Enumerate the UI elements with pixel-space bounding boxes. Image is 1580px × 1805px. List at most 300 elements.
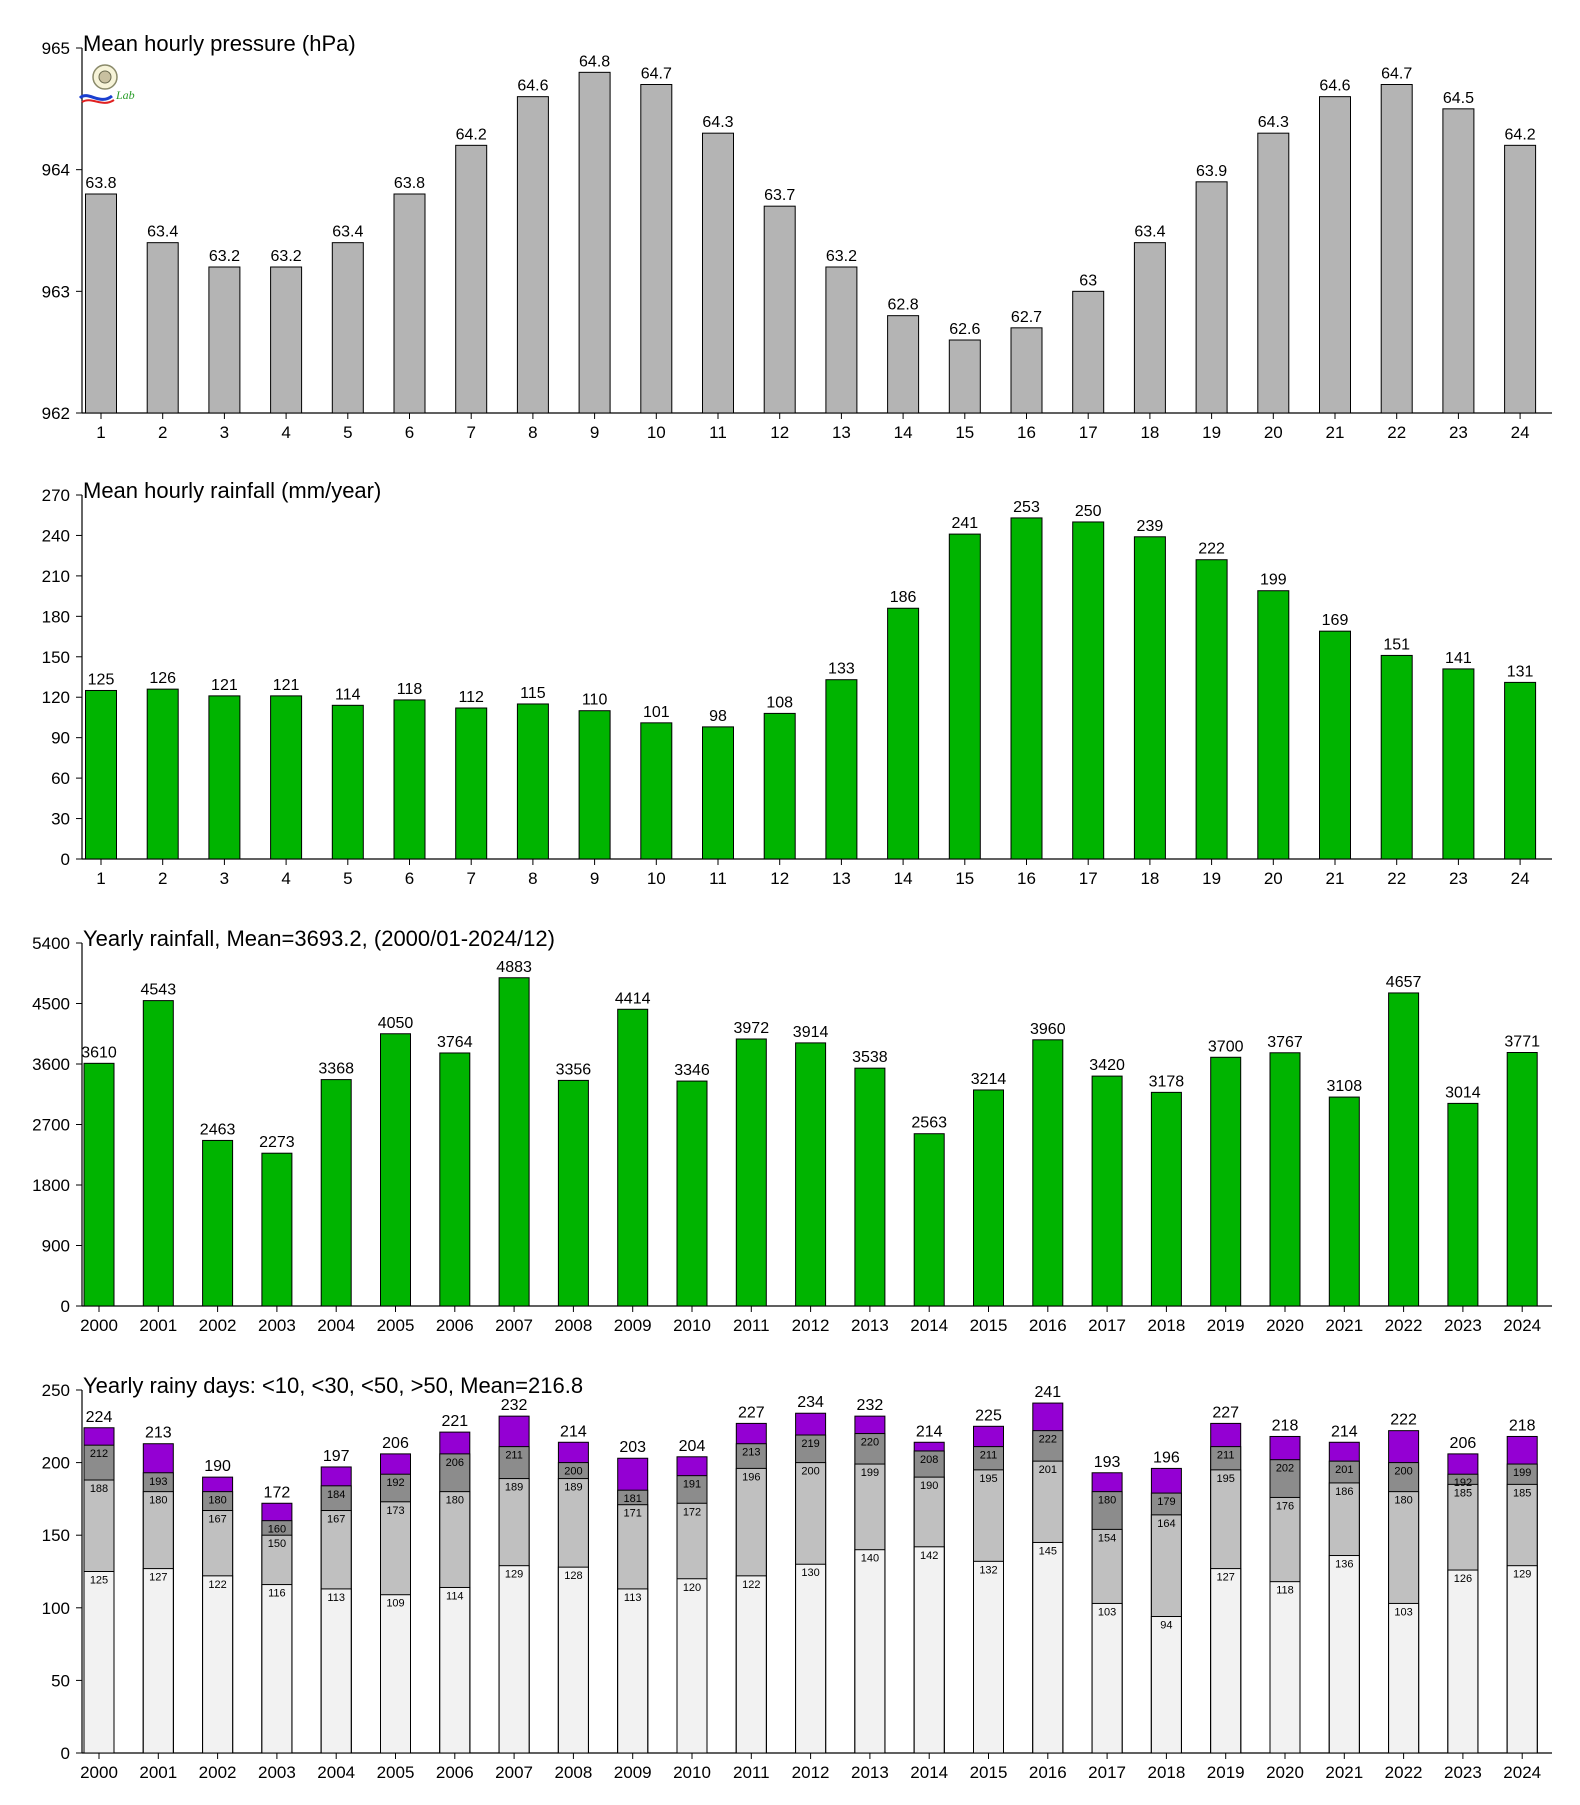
x-tick-label: 8 <box>528 869 538 888</box>
segment-label: 200 <box>1394 1465 1413 1478</box>
segment-label: 113 <box>327 1591 345 1604</box>
data-label: 63.8 <box>393 175 426 192</box>
data-label: 206 <box>382 1434 409 1452</box>
data-label: 3610 <box>81 1044 117 1062</box>
segment-label: 180 <box>445 1494 464 1507</box>
x-tick-label: 9 <box>589 869 600 888</box>
data-label: 62.6 <box>949 321 981 338</box>
segment-label: 154 <box>1097 1532 1117 1545</box>
data-label: 64.7 <box>640 65 672 83</box>
data-label: 199 <box>1259 571 1287 589</box>
segment-label: 201 <box>1335 1464 1354 1477</box>
segment-label: 127 <box>1216 1571 1235 1584</box>
segment-label: 176 <box>1275 1500 1295 1513</box>
bar <box>949 340 980 413</box>
bar <box>888 316 919 413</box>
data-label: 3960 <box>1030 1020 1066 1038</box>
bar-segment <box>914 1547 944 1753</box>
bar <box>826 267 857 413</box>
bar <box>736 1039 766 1306</box>
segment-label: 130 <box>801 1567 820 1580</box>
data-label: 64.2 <box>1504 126 1536 144</box>
data-label: 218 <box>1271 1417 1299 1435</box>
data-label: 218 <box>1508 1417 1536 1435</box>
data-label: 98 <box>709 707 727 725</box>
bar-segment <box>1270 1582 1300 1753</box>
x-tick-label: 2019 <box>1206 1763 1245 1782</box>
x-tick-label: 2011 <box>733 1316 770 1335</box>
data-label: 234 <box>797 1394 824 1412</box>
data-label: 224 <box>85 1408 113 1426</box>
x-tick-label: 3 <box>219 423 230 442</box>
x-tick-label: 17 <box>1078 423 1098 442</box>
x-tick-label: 2002 <box>198 1763 237 1782</box>
chart-panel-pressure <box>42 31 1552 442</box>
x-tick-label: 17 <box>1078 869 1098 888</box>
x-tick-label: 11 <box>709 869 727 888</box>
x-tick-label: 2009 <box>613 1763 652 1782</box>
bar <box>1196 182 1227 413</box>
x-tick-label: 19 <box>1202 423 1222 442</box>
x-tick-label: 2013 <box>850 1316 889 1335</box>
data-label: 206 <box>1449 1434 1477 1452</box>
segment-label: 186 <box>1335 1485 1354 1498</box>
bar <box>86 690 117 859</box>
data-label: 227 <box>737 1404 765 1422</box>
bar <box>203 1140 233 1306</box>
bar <box>579 72 610 413</box>
segment-label: 173 <box>386 1504 405 1517</box>
segment-label: 128 <box>564 1570 583 1583</box>
bar-segment <box>855 1550 885 1753</box>
bar <box>394 700 425 859</box>
segment-label: 220 <box>860 1436 880 1449</box>
x-tick-label: 11 <box>709 423 727 442</box>
x-tick-label: 2000 <box>80 1763 118 1782</box>
segment-label: 122 <box>742 1578 761 1591</box>
y-tick-label: 1800 <box>32 1176 70 1195</box>
bar <box>1270 1053 1300 1306</box>
segment-label: 132 <box>979 1564 998 1577</box>
x-tick-label: 2017 <box>1088 1316 1127 1335</box>
data-label: 221 <box>441 1413 469 1431</box>
bar <box>1073 291 1104 413</box>
segment-label: 219 <box>801 1438 820 1451</box>
data-label: 63.2 <box>208 248 240 265</box>
bar <box>86 194 117 413</box>
data-label: 3771 <box>1504 1033 1540 1051</box>
bar <box>517 704 548 859</box>
data-label: 64.6 <box>517 77 549 95</box>
x-tick-label: 2019 <box>1206 1316 1245 1335</box>
data-label: 64.6 <box>1319 77 1351 95</box>
y-tick-label: 210 <box>41 566 70 586</box>
data-label: 239 <box>1136 517 1164 535</box>
data-label: 3700 <box>1207 1038 1244 1056</box>
y-tick-label: 3600 <box>32 1055 70 1074</box>
segment-label: 145 <box>1038 1545 1057 1558</box>
bar-segment <box>1092 1603 1122 1753</box>
segment-label: 212 <box>89 1448 109 1461</box>
x-tick-label: 2015 <box>969 1763 1008 1782</box>
segment-label: 199 <box>1513 1467 1532 1480</box>
bar <box>440 1053 470 1306</box>
data-label: 3014 <box>1445 1084 1481 1102</box>
x-tick-label: 2018 <box>1147 1316 1186 1335</box>
x-tick-label: 2009 <box>613 1316 652 1335</box>
segment-label: 200 <box>564 1465 583 1478</box>
y-tick-label: 60 <box>51 769 70 789</box>
x-tick-label: 2021 <box>1325 1316 1364 1335</box>
data-label: 125 <box>87 671 115 689</box>
segment-label: 185 <box>1453 1487 1473 1500</box>
x-tick-label: 7 <box>466 869 476 888</box>
x-tick-label: 22 <box>1387 869 1407 888</box>
y-tick-label: 0 <box>60 1744 70 1763</box>
y-tick-label: 4500 <box>32 994 70 1014</box>
segment-label: 208 <box>920 1453 939 1466</box>
bar <box>949 534 980 859</box>
data-label: 4543 <box>140 981 177 999</box>
data-label: 169 <box>1321 612 1349 630</box>
x-tick-label: 2014 <box>910 1316 949 1335</box>
data-label: 232 <box>500 1397 528 1415</box>
y-tick-label: 240 <box>41 526 70 546</box>
x-tick-label: 2011 <box>733 1763 770 1782</box>
bar <box>1196 560 1227 859</box>
segment-label: 206 <box>445 1456 464 1469</box>
data-label: 3356 <box>555 1061 592 1079</box>
data-label: 241 <box>1034 1384 1062 1402</box>
bar <box>914 1134 944 1306</box>
data-label: 115 <box>520 684 546 702</box>
segment-label: 202 <box>1275 1462 1295 1475</box>
segment-label: 129 <box>504 1568 524 1581</box>
segment-label: 164 <box>1157 1517 1176 1530</box>
bar <box>796 1043 826 1306</box>
data-label: 3178 <box>1148 1073 1185 1091</box>
segment-label: 136 <box>1335 1558 1354 1571</box>
data-label: 2563 <box>911 1114 947 1132</box>
x-tick-label: 2 <box>157 869 168 888</box>
data-label: 190 <box>204 1458 231 1476</box>
x-tick-label: 2024 <box>1503 1763 1542 1782</box>
y-tick-label: 180 <box>41 607 70 627</box>
chart-panel-yearly_rain <box>32 926 1552 1335</box>
x-tick-label: 2020 <box>1266 1763 1304 1782</box>
data-label: 193 <box>1093 1453 1121 1471</box>
x-tick-label: 2022 <box>1384 1763 1423 1782</box>
x-tick-label: 16 <box>1017 423 1036 442</box>
data-label: 3914 <box>792 1023 829 1041</box>
x-tick-label: 2003 <box>257 1316 296 1335</box>
bar <box>381 1034 411 1306</box>
data-label: 108 <box>766 694 794 712</box>
chart-panel-rainy_days <box>42 1373 1552 1782</box>
data-label: 4657 <box>1385 973 1422 991</box>
x-tick-label: 2016 <box>1028 1316 1067 1335</box>
bar-segment <box>618 1589 648 1753</box>
bar <box>147 689 178 859</box>
bar <box>888 608 919 859</box>
bar-segment <box>440 1587 470 1753</box>
x-tick-label: 2012 <box>791 1316 830 1335</box>
data-label: 121 <box>272 676 300 694</box>
x-tick-label: 2023 <box>1443 1763 1482 1782</box>
segment-label: 118 <box>1276 1584 1294 1597</box>
data-label: 64.7 <box>1381 65 1413 83</box>
segment-label: 142 <box>920 1549 939 1562</box>
segment-label: 185 <box>1513 1487 1532 1500</box>
x-tick-label: 23 <box>1448 869 1468 888</box>
data-label: 121 <box>211 676 238 694</box>
segment-label: 196 <box>742 1471 761 1484</box>
bar-segment <box>262 1585 292 1753</box>
bar <box>703 727 734 859</box>
data-label: 186 <box>889 589 917 607</box>
x-tick-label: 2000 <box>80 1316 118 1335</box>
data-label: 112 <box>458 689 484 707</box>
bar-segment <box>558 1567 588 1753</box>
y-tick-label: 120 <box>41 688 70 708</box>
segment-label: 192 <box>386 1477 405 1490</box>
data-label: 204 <box>678 1437 706 1455</box>
bar-segment <box>499 1566 529 1753</box>
bar-segment <box>84 1572 114 1754</box>
data-label: 64.8 <box>579 53 611 71</box>
bar <box>1033 1040 1063 1306</box>
bar-segment <box>1389 1603 1419 1753</box>
data-label: 3538 <box>852 1049 888 1067</box>
segment-label: 213 <box>742 1446 761 1459</box>
data-label: 118 <box>396 680 423 698</box>
bar <box>84 1063 114 1306</box>
x-tick-label: 6 <box>404 869 415 888</box>
data-label: 63.2 <box>825 248 857 265</box>
y-tick-label: 100 <box>41 1598 70 1618</box>
x-tick-label: 12 <box>770 869 790 888</box>
data-label: 64.3 <box>1257 114 1289 132</box>
data-label: 225 <box>975 1407 1002 1425</box>
segment-label: 116 <box>268 1587 286 1600</box>
chart-title: Yearly rainfall, Mean=3693.2, (2000/01-2024/12) <box>83 926 555 951</box>
data-label: 3346 <box>674 1062 710 1080</box>
data-label: 250 <box>1074 502 1102 520</box>
bar-segment <box>381 1595 411 1753</box>
data-label: 2273 <box>259 1134 295 1152</box>
x-tick-label: 15 <box>955 869 975 888</box>
segment-label: 160 <box>267 1523 287 1536</box>
bar <box>764 713 795 859</box>
x-tick-label: 12 <box>770 423 790 442</box>
bar-segment <box>321 1589 351 1753</box>
bar-segment <box>974 1561 1004 1753</box>
data-label: 3214 <box>970 1070 1007 1088</box>
data-label: 110 <box>581 691 608 709</box>
bar <box>641 723 672 859</box>
x-tick-label: 7 <box>466 423 476 442</box>
bar <box>579 711 610 859</box>
bar <box>641 85 672 414</box>
segment-label: 189 <box>504 1481 524 1494</box>
segment-label: 122 <box>208 1578 227 1591</box>
segment-label: 211 <box>979 1449 998 1462</box>
data-label: 133 <box>828 660 855 678</box>
y-tick-label: 5400 <box>32 934 70 953</box>
data-label: 64.5 <box>1442 89 1474 107</box>
chart-title: Yearly rainy days: <10, <30, <50, >50, Mean=216.8 <box>83 1373 584 1398</box>
x-tick-label: 24 <box>1510 869 1530 888</box>
data-label: 126 <box>149 670 177 688</box>
data-label: 172 <box>263 1484 291 1502</box>
segment-label: 127 <box>149 1571 168 1584</box>
x-tick-label: 22 <box>1387 423 1407 442</box>
bar <box>147 243 178 413</box>
y-tick-label: 150 <box>41 647 70 667</box>
bar <box>855 1068 885 1306</box>
segment-label: 222 <box>1038 1433 1057 1446</box>
lab-logo-text: Lab <box>116 88 135 102</box>
x-tick-label: 2 <box>157 423 168 442</box>
x-tick-label: 1 <box>96 423 106 442</box>
bar <box>1320 97 1351 413</box>
data-label: 62.7 <box>1010 308 1043 326</box>
data-label: 114 <box>335 686 361 704</box>
x-tick-label: 2003 <box>257 1763 296 1782</box>
data-label: 63 <box>1079 272 1098 290</box>
chart-title: Mean hourly rainfall (mm/year) <box>83 478 382 503</box>
segment-label: 179 <box>1157 1496 1176 1509</box>
bar <box>321 1080 351 1306</box>
segment-label: 193 <box>149 1475 168 1488</box>
segment-label: 192 <box>1453 1477 1473 1490</box>
x-tick-label: 5 <box>343 423 353 442</box>
segment-label: 113 <box>623 1591 642 1604</box>
x-tick-label: 2014 <box>910 1763 949 1782</box>
bar <box>1092 1076 1122 1306</box>
x-tick-label: 2007 <box>495 1763 534 1782</box>
x-tick-label: 2023 <box>1443 1316 1482 1335</box>
data-label: 63.9 <box>1196 162 1228 180</box>
lab-logo <box>78 62 138 108</box>
bar-segment <box>203 1576 233 1753</box>
x-tick-label: 13 <box>831 869 851 888</box>
bar-segment <box>1151 1617 1181 1753</box>
segment-label: 190 <box>920 1480 939 1493</box>
data-label: 63.4 <box>1134 223 1166 241</box>
x-tick-label: 2010 <box>673 1316 711 1335</box>
segment-label: 180 <box>208 1494 227 1507</box>
bar <box>1151 1092 1181 1306</box>
segment-label: 126 <box>1453 1573 1473 1586</box>
bar <box>1443 109 1474 413</box>
x-tick-label: 2006 <box>435 1763 474 1782</box>
x-tick-label: 2004 <box>317 1763 356 1782</box>
bar <box>209 267 240 413</box>
bar-segment <box>1211 1569 1241 1753</box>
bar <box>1258 133 1289 413</box>
segment-label: 189 <box>564 1481 583 1494</box>
x-tick-label: 16 <box>1017 869 1036 888</box>
x-tick-label: 2024 <box>1503 1316 1542 1335</box>
segment-label: 188 <box>89 1483 109 1496</box>
x-tick-label: 4 <box>281 869 291 888</box>
x-tick-label: 2012 <box>791 1763 830 1782</box>
segment-label: 200 <box>801 1465 820 1478</box>
y-tick-label: 900 <box>41 1236 70 1256</box>
data-label: 63.4 <box>147 223 179 241</box>
bar <box>1443 669 1474 859</box>
x-tick-label: 15 <box>955 423 975 442</box>
x-tick-label: 1 <box>96 869 106 888</box>
data-label: 197 <box>322 1447 350 1465</box>
bar <box>517 97 548 413</box>
data-label: 3420 <box>1089 1057 1125 1075</box>
bar <box>271 267 302 413</box>
data-label: 222 <box>1198 540 1225 558</box>
data-label: 214 <box>1330 1423 1358 1441</box>
x-tick-label: 9 <box>589 423 600 442</box>
segment-label: 180 <box>1097 1494 1117 1507</box>
x-tick-label: 2022 <box>1384 1316 1423 1335</box>
data-label: 222 <box>1390 1411 1417 1429</box>
bar <box>1320 631 1351 859</box>
bar <box>703 133 734 413</box>
bar <box>1505 682 1536 859</box>
bar <box>262 1153 292 1306</box>
x-tick-label: 2021 <box>1325 1763 1364 1782</box>
data-label: 2463 <box>199 1121 236 1139</box>
chart-panel-hourly_rain <box>42 478 1552 888</box>
bar <box>332 705 363 859</box>
data-label: 62.8 <box>887 296 919 314</box>
bar <box>456 145 487 413</box>
bar-segment <box>796 1564 826 1753</box>
x-tick-label: 14 <box>893 869 913 888</box>
data-label: 4414 <box>614 990 651 1008</box>
x-tick-label: 2002 <box>198 1316 237 1335</box>
x-tick-label: 6 <box>404 423 415 442</box>
bar <box>209 696 240 859</box>
data-label: 101 <box>642 703 670 721</box>
x-tick-label: 3 <box>219 869 230 888</box>
bar <box>764 206 795 413</box>
x-tick-label: 2004 <box>317 1316 356 1335</box>
x-tick-label: 2010 <box>673 1763 711 1782</box>
data-label: 253 <box>1013 498 1040 516</box>
segment-label: 103 <box>1097 1606 1117 1619</box>
segment-label: 180 <box>1394 1494 1413 1507</box>
data-label: 64.3 <box>702 114 734 132</box>
bar <box>271 696 302 859</box>
x-tick-label: 18 <box>1140 423 1160 442</box>
y-tick-label: 30 <box>51 809 70 829</box>
x-tick-label: 20 <box>1263 869 1283 888</box>
data-label: 64.2 <box>455 126 487 144</box>
y-tick-label: 965 <box>41 39 70 58</box>
x-tick-label: 2013 <box>850 1763 889 1782</box>
segment-label: 201 <box>1038 1464 1057 1477</box>
bar <box>1073 522 1104 859</box>
bar <box>456 708 487 859</box>
x-tick-label: 4 <box>281 423 291 442</box>
data-label: 4050 <box>377 1014 414 1032</box>
y-tick-label: 200 <box>41 1453 70 1473</box>
y-tick-label: 0 <box>60 850 70 869</box>
segment-label: 180 <box>149 1494 168 1507</box>
data-label: 3972 <box>733 1019 770 1037</box>
bar <box>618 1009 648 1306</box>
